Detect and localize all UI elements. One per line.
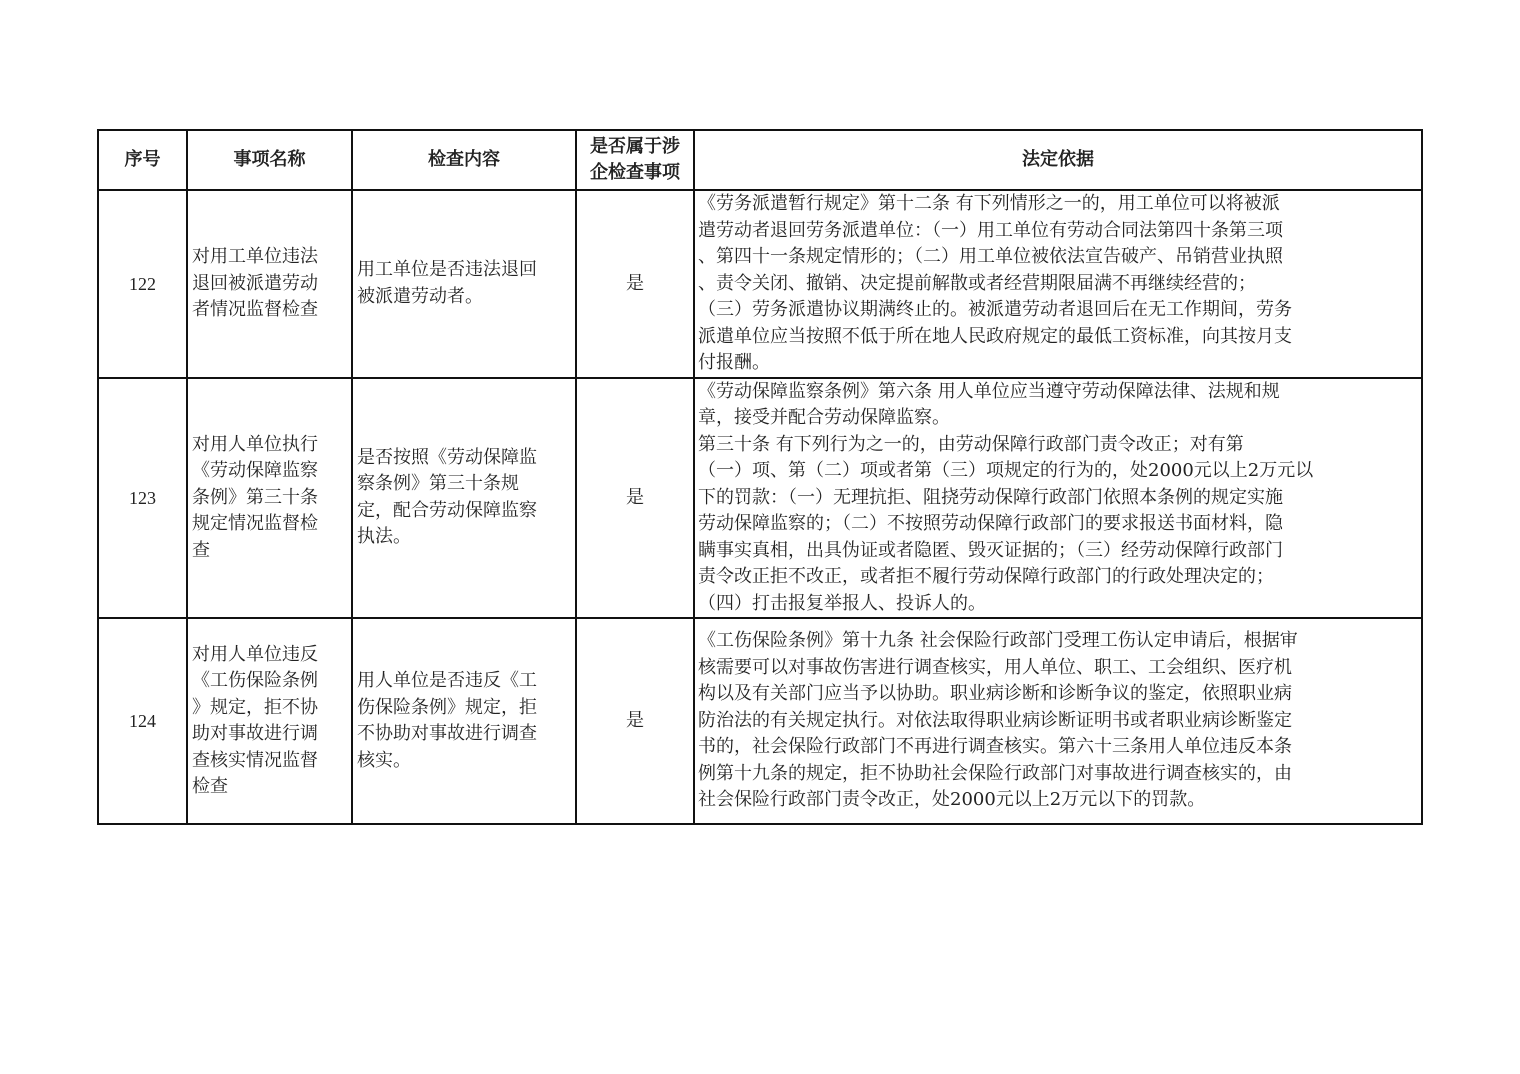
header-legal-basis: 法定依据 bbox=[694, 130, 1422, 190]
row-no: 124 bbox=[98, 618, 187, 824]
header-no: 序号 bbox=[98, 130, 187, 190]
row-enterprise-flag: 是 bbox=[576, 618, 694, 824]
table-row bbox=[98, 190, 1422, 378]
row-legal-basis: 《工伤保险条例》第十九条 社会保险行政部门受理工伤认定申请后，根据审 核需要可以对事故伤害进行调查核实，用人单位、职工、工会组织、医疗机 构以及有关部门应当予以协助。职业病诊断和诊断争议的鉴定，依照职业病 防治法的有关规定执行。对依法取得职业病诊断证明书或者职业病诊断鉴定 书的，社会保险行政部门不再进行调查核实。第六十三条用人单位违反本条 例第十九条的规定，拒不协助社会保险行政部门对事故进行调查核实的，由 社会保险行政部门责令改正，处2000元以上2万元以下的罚款。 bbox=[694, 618, 1422, 824]
row-enterprise-flag: 是 bbox=[576, 378, 694, 619]
table-header-row bbox=[98, 130, 1422, 190]
row-legal-basis: 《劳动保障监察条例》第六条 用人单位应当遵守劳动保障法律、法规和规 章，接受并配合劳动保障监察。 第三十条 有下列行为之一的，由劳动保障行政部门责令改正；对有第 （一）项、第（二）项或者第（三）项规定的行为的，处2000元以上2万元以 下的罚款：（一）无理抗拒、阻挠劳动保障行政部门依照本条例的规定实施 劳动保障监察的；（二）不按照劳动保障行政部门的要求报送书面材料，隐 瞒事实真相，出具伪证或者隐匿、毁灭证据的；（三）经劳动保障行政部门 责令改正拒不改正，或者拒不履行劳动保障行政部门的行政处理决定的； （四）打击报复举报人、投诉人的。 bbox=[694, 378, 1422, 619]
row-inspection-content: 用人单位是否违反《工 伤保险条例》规定，拒 不协助对事故进行调查 核实。 bbox=[352, 618, 576, 824]
row-enterprise-flag: 是 bbox=[576, 190, 694, 378]
inspection-items-table bbox=[97, 129, 1423, 825]
row-item-name: 对用工单位违法 退回被派遣劳动 者情况监督检查 bbox=[187, 190, 352, 378]
table-row bbox=[98, 378, 1422, 619]
row-inspection-content: 用工单位是否违法退回 被派遣劳动者。 bbox=[352, 190, 576, 378]
row-item-name: 对用人单位违反 《工伤保险条例 》规定，拒不协 助对事故进行调 查核实情况监督 检查 bbox=[187, 618, 352, 824]
header-item-name: 事项名称 bbox=[187, 130, 352, 190]
row-no: 123 bbox=[98, 378, 187, 619]
row-no: 122 bbox=[98, 190, 187, 378]
row-inspection-content: 是否按照《劳动保障监 察条例》第三十条规 定，配合劳动保障监察 执法。 bbox=[352, 378, 576, 619]
header-inspection-content: 检查内容 bbox=[352, 130, 576, 190]
row-item-name: 对用人单位执行 《劳动保障监察 条例》第三十条 规定情况监督检 查 bbox=[187, 378, 352, 619]
header-enterprise-inspection-flag: 是否属于涉 企检查事项 bbox=[576, 130, 694, 190]
table-row bbox=[98, 618, 1422, 824]
row-legal-basis: 《劳务派遣暂行规定》第十二条 有下列情形之一的，用工单位可以将被派 遣劳动者退回劳务派遣单位：（一）用工单位有劳动合同法第四十条第三项 、第四十一条规定情形的；（二）用工单位被依法宣告破产、吊销营业执照 、责令关闭、撤销、决定提前解散或者经营期限届满不再继续经营的； （三）劳务派遣协议期满终止的。被派遣劳动者退回后在无工作期间，劳务 派遣单位应当按照不低于所在地人民政府规定的最低工资标准，向其按月支 付报酬。 bbox=[694, 190, 1422, 378]
